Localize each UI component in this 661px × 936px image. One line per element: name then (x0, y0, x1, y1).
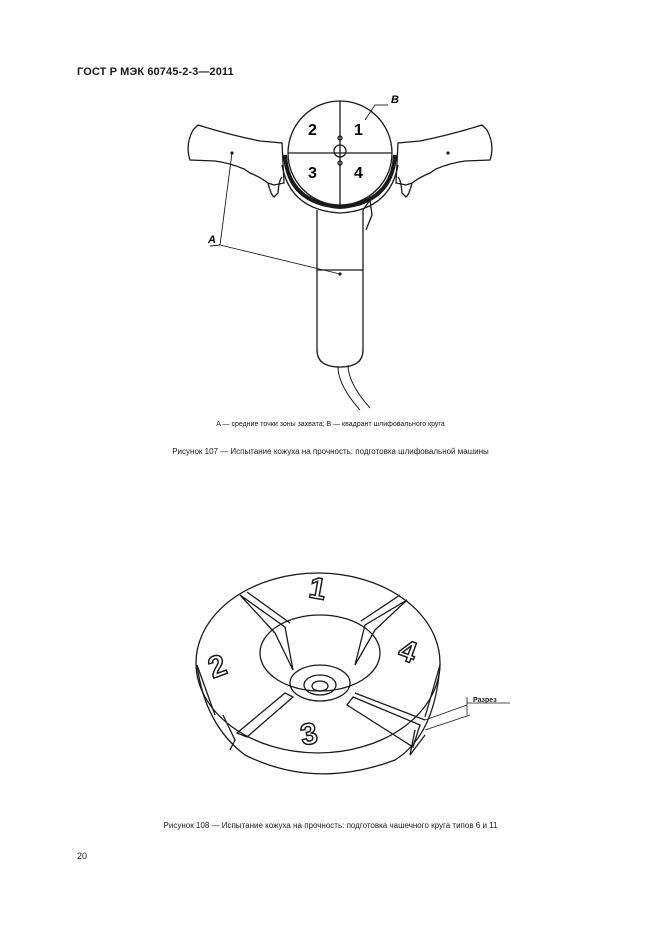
figure-108-caption: Рисунок 108 — Испытание кожуха на прочность: подготовка чашечного круга типов 6 и 11 (163, 821, 498, 830)
document-header: ГОСТ Р МЭК 60745-2-3—2011 (77, 66, 234, 78)
cup-quadrant-4-label: 4 (394, 633, 422, 671)
slot-bottom-left (237, 693, 293, 737)
figure-107-legend: A — средние точки зоны захвата; B — квадрант шлифовального круга (216, 421, 445, 428)
figure-107-caption: Рисунок 107 — Испытание кожуха на прочность: подготовка шлифовальной машины (172, 447, 489, 456)
figure-107-grinder-diagram (170, 85, 510, 410)
cut-label: Разрез (473, 697, 497, 704)
left-handle (188, 125, 284, 185)
label-a: A (208, 234, 216, 246)
page-number: 20 (77, 851, 88, 861)
quadrant-4-label: 4 (354, 165, 363, 182)
quadrant-3-label: 3 (308, 165, 317, 182)
label-b: B (391, 94, 399, 106)
body-housing (317, 210, 363, 367)
right-handle (396, 125, 492, 185)
quadrant-2-label: 2 (308, 122, 317, 139)
figure-108-cup-wheel-diagram (185, 565, 515, 800)
cup-quadrant-1-label: 1 (306, 571, 329, 607)
quadrant-1-label: 1 (354, 122, 363, 139)
cup-quadrant-3-label: 3 (297, 716, 321, 753)
cup-quadrant-2-label: 2 (204, 648, 231, 686)
